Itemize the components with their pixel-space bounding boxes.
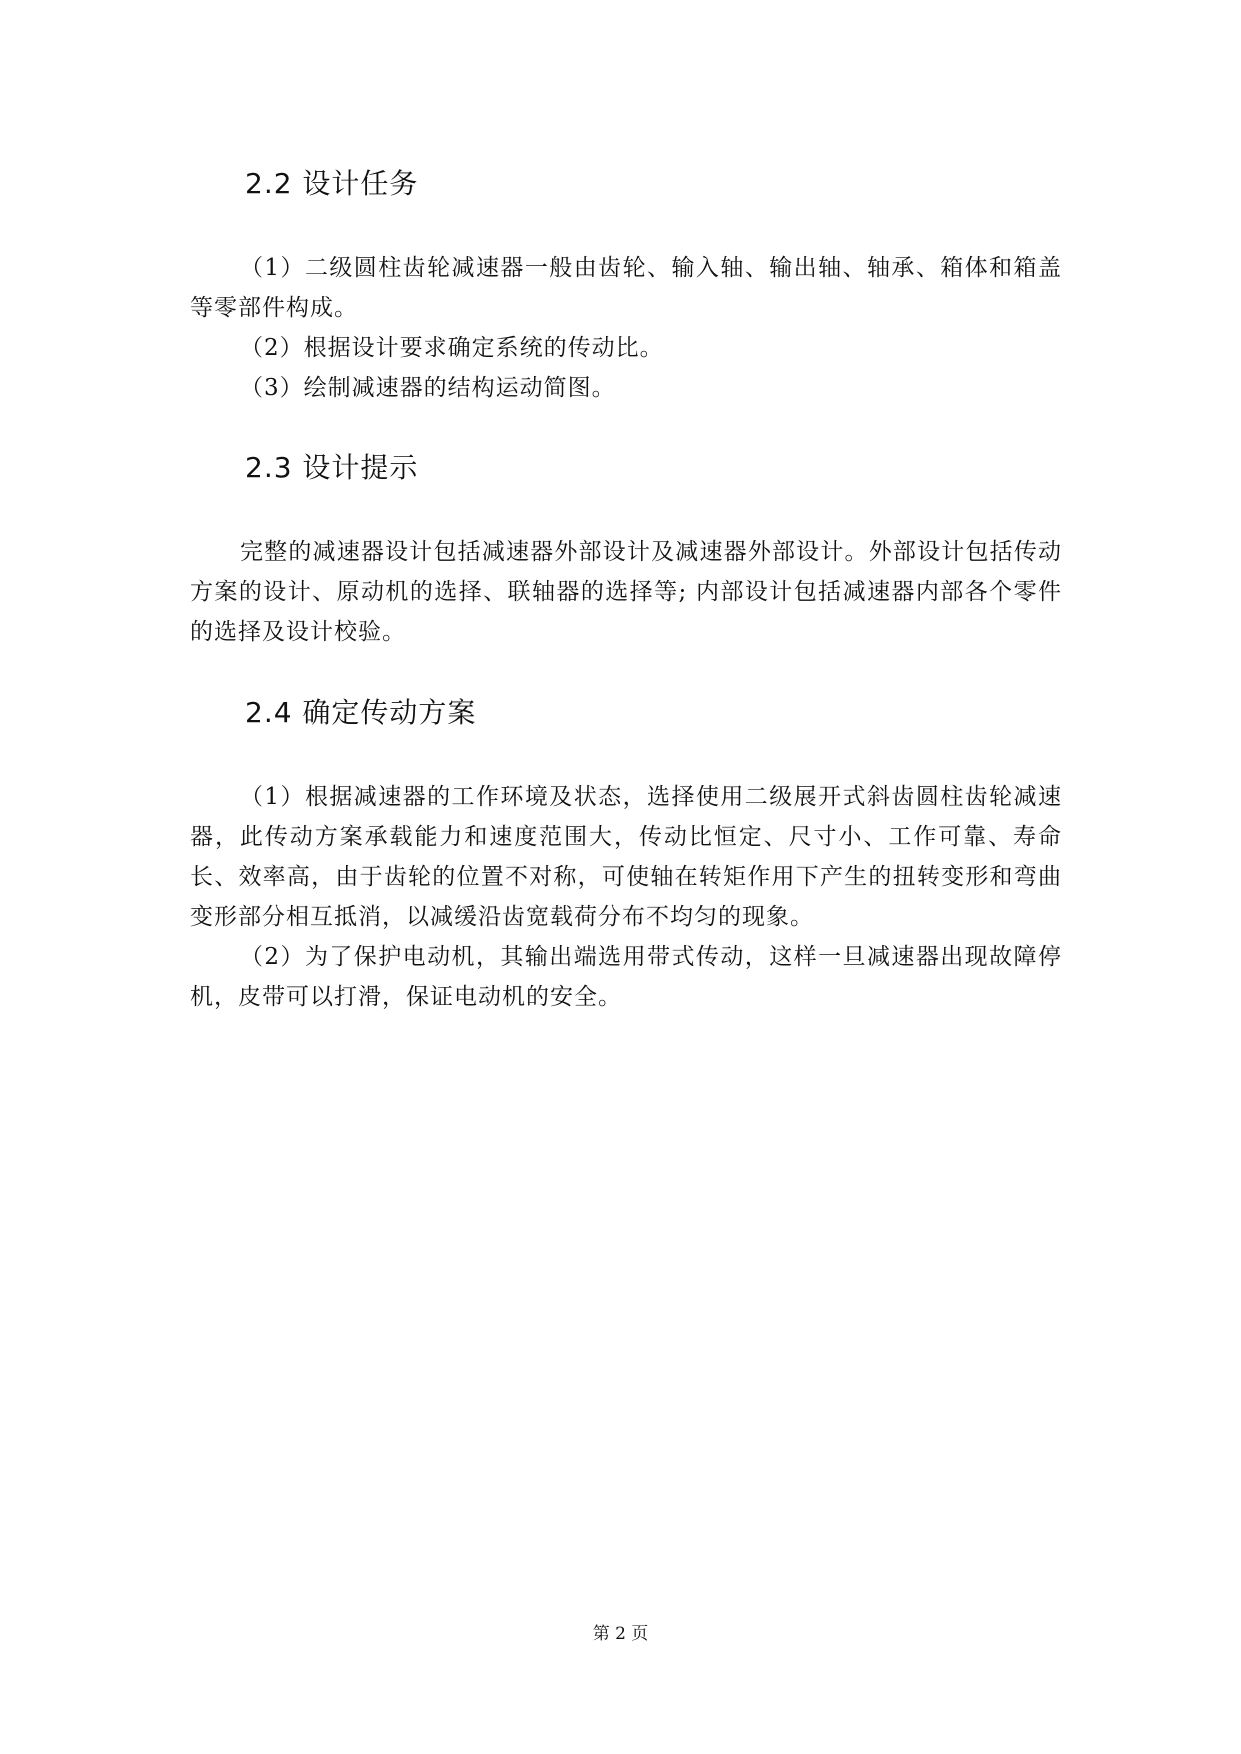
section-heading-2-2: 2.2 设计任务 — [245, 167, 419, 200]
section-heading-2-4: 2.4 确定传动方案 — [245, 696, 477, 729]
section-2-4-item-1: （1）根据减速器的工作环境及状态，选择使用二级展开式斜齿圆柱齿轮减速器，此传动方案承载能力和速度范围大，传动比恒定、尺寸小、工作可靠、寿命长、效率高，由于齿轮的位置不对称，可使轴在转矩作用下产生的扭转变形和弯曲变形部分相互抵消，以减缓沿齿宽载荷分布不均匀的现象。 — [190, 784, 1062, 930]
section-heading-2-3: 2.3 设计提示 — [245, 451, 419, 484]
section-2-2-item-3: （3）绘制减速器的结构运动简图。 — [240, 375, 616, 401]
page-number: 第 2 页 — [592, 1624, 649, 1644]
section-2-4-item-2: （2）为了保护电动机，其输出端选用带式传动，这样一旦减速器出现故障停机，皮带可以打滑，保证电动机的安全。 — [190, 944, 1062, 1010]
section-2-2-item-2: （2）根据设计要求确定系统的传动比。 — [240, 335, 664, 361]
section-2-2-item-1: （1）二级圆柱齿轮减速器一般由齿轮、输入轴、输出轴、轴承、箱体和箱盖等零部件构成。 — [190, 255, 1062, 321]
section-2-3-paragraph: 完整的减速器设计包括减速器外部设计及减速器外部设计。外部设计包括传动方案的设计、原动机的选择、联轴器的选择等; 内部设计包括减速器内部各个零件的选择及设计校验。 — [190, 539, 1062, 645]
